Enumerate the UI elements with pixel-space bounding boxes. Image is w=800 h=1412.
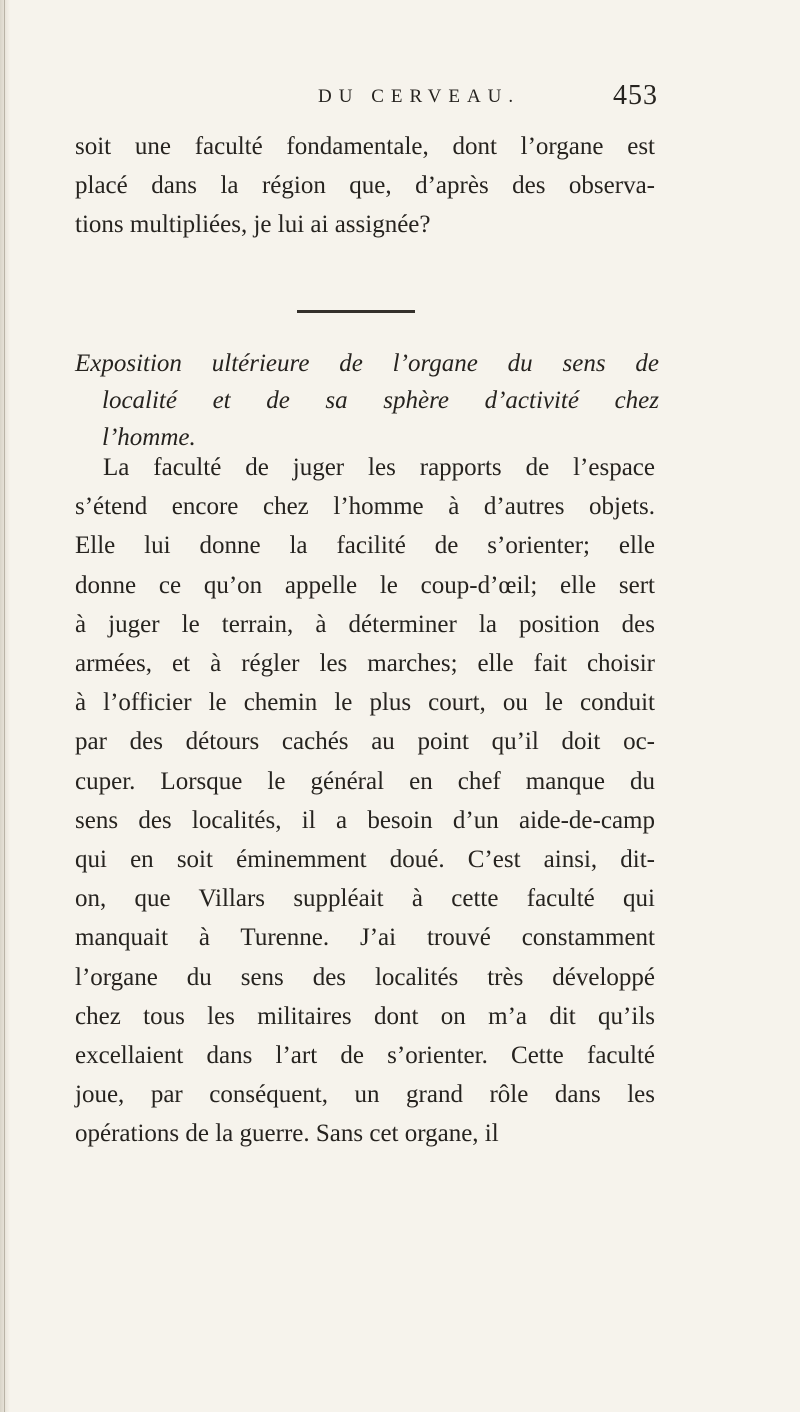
text-line: tions multipliées, je lui ai assignée? xyxy=(75,211,431,239)
text-line: joue, par conséquent, un grand rôle dans les xyxy=(75,1081,655,1109)
text-line: armées, et à régler les marches; elle fait choisir xyxy=(75,650,655,678)
text-line: opérations de la guerre. Sans cet organe, il xyxy=(75,1120,499,1148)
heading-line: localité et de sa sphère d’activité chez xyxy=(102,387,659,414)
text-line: manquait à Turenne. J’ai trouvé constamment xyxy=(75,924,655,952)
text-line: l’organe du sens des localités très développé xyxy=(75,963,655,991)
page-edge-line xyxy=(4,0,5,1412)
page-gutter-shadow xyxy=(0,0,10,1412)
text-line: Elle lui donne la facilité de s’orienter; elle xyxy=(75,532,655,560)
text-line: soit une faculté fondamentale, dont l’organe est xyxy=(75,133,655,160)
section-heading xyxy=(75,345,659,456)
text-line: placé dans la région que, d’après des observa- xyxy=(75,172,655,200)
text-line: cuper. Lorsque le général en chef manque du xyxy=(75,767,655,795)
heading-line: Exposition ultérieure de l’organe du sens de xyxy=(75,350,659,377)
running-header xyxy=(0,82,800,122)
text-line: excellaient dans l’art de s’orienter. Cette faculté xyxy=(75,1042,655,1070)
text-line: sens des localités, il a besoin d’un aide-de-camp xyxy=(75,806,655,834)
body-paragraph xyxy=(75,448,655,1154)
text-line: on, que Villars suppléait à cette faculté qui xyxy=(75,885,655,913)
text-line: qui en soit éminemment doué. C’est ainsi, dit- xyxy=(75,846,655,874)
heading-line: l’homme. xyxy=(102,424,196,451)
text-line: donne ce qu’on appelle le coup-d’œil; elle sert xyxy=(75,571,655,599)
text-line: à l’officier le chemin le plus court, ou le conduit xyxy=(75,689,655,717)
text-line: par des détours cachés au point qu’il doit oc- xyxy=(75,728,655,756)
text-line: s’étend encore chez l’homme à d’autres objets. xyxy=(75,493,655,521)
running-title: DU CERVEAU. xyxy=(318,86,521,107)
text-line: chez tous les militaires dont on m’a dit qu’ils xyxy=(75,1002,655,1030)
text-line: La faculté de juger les rapports de l’espace xyxy=(103,454,655,481)
text-line: à juger le terrain, à déterminer la position des xyxy=(75,610,655,638)
section-divider-rule xyxy=(297,310,415,313)
intro-paragraph xyxy=(75,127,655,245)
page-number: 453 xyxy=(613,80,658,111)
